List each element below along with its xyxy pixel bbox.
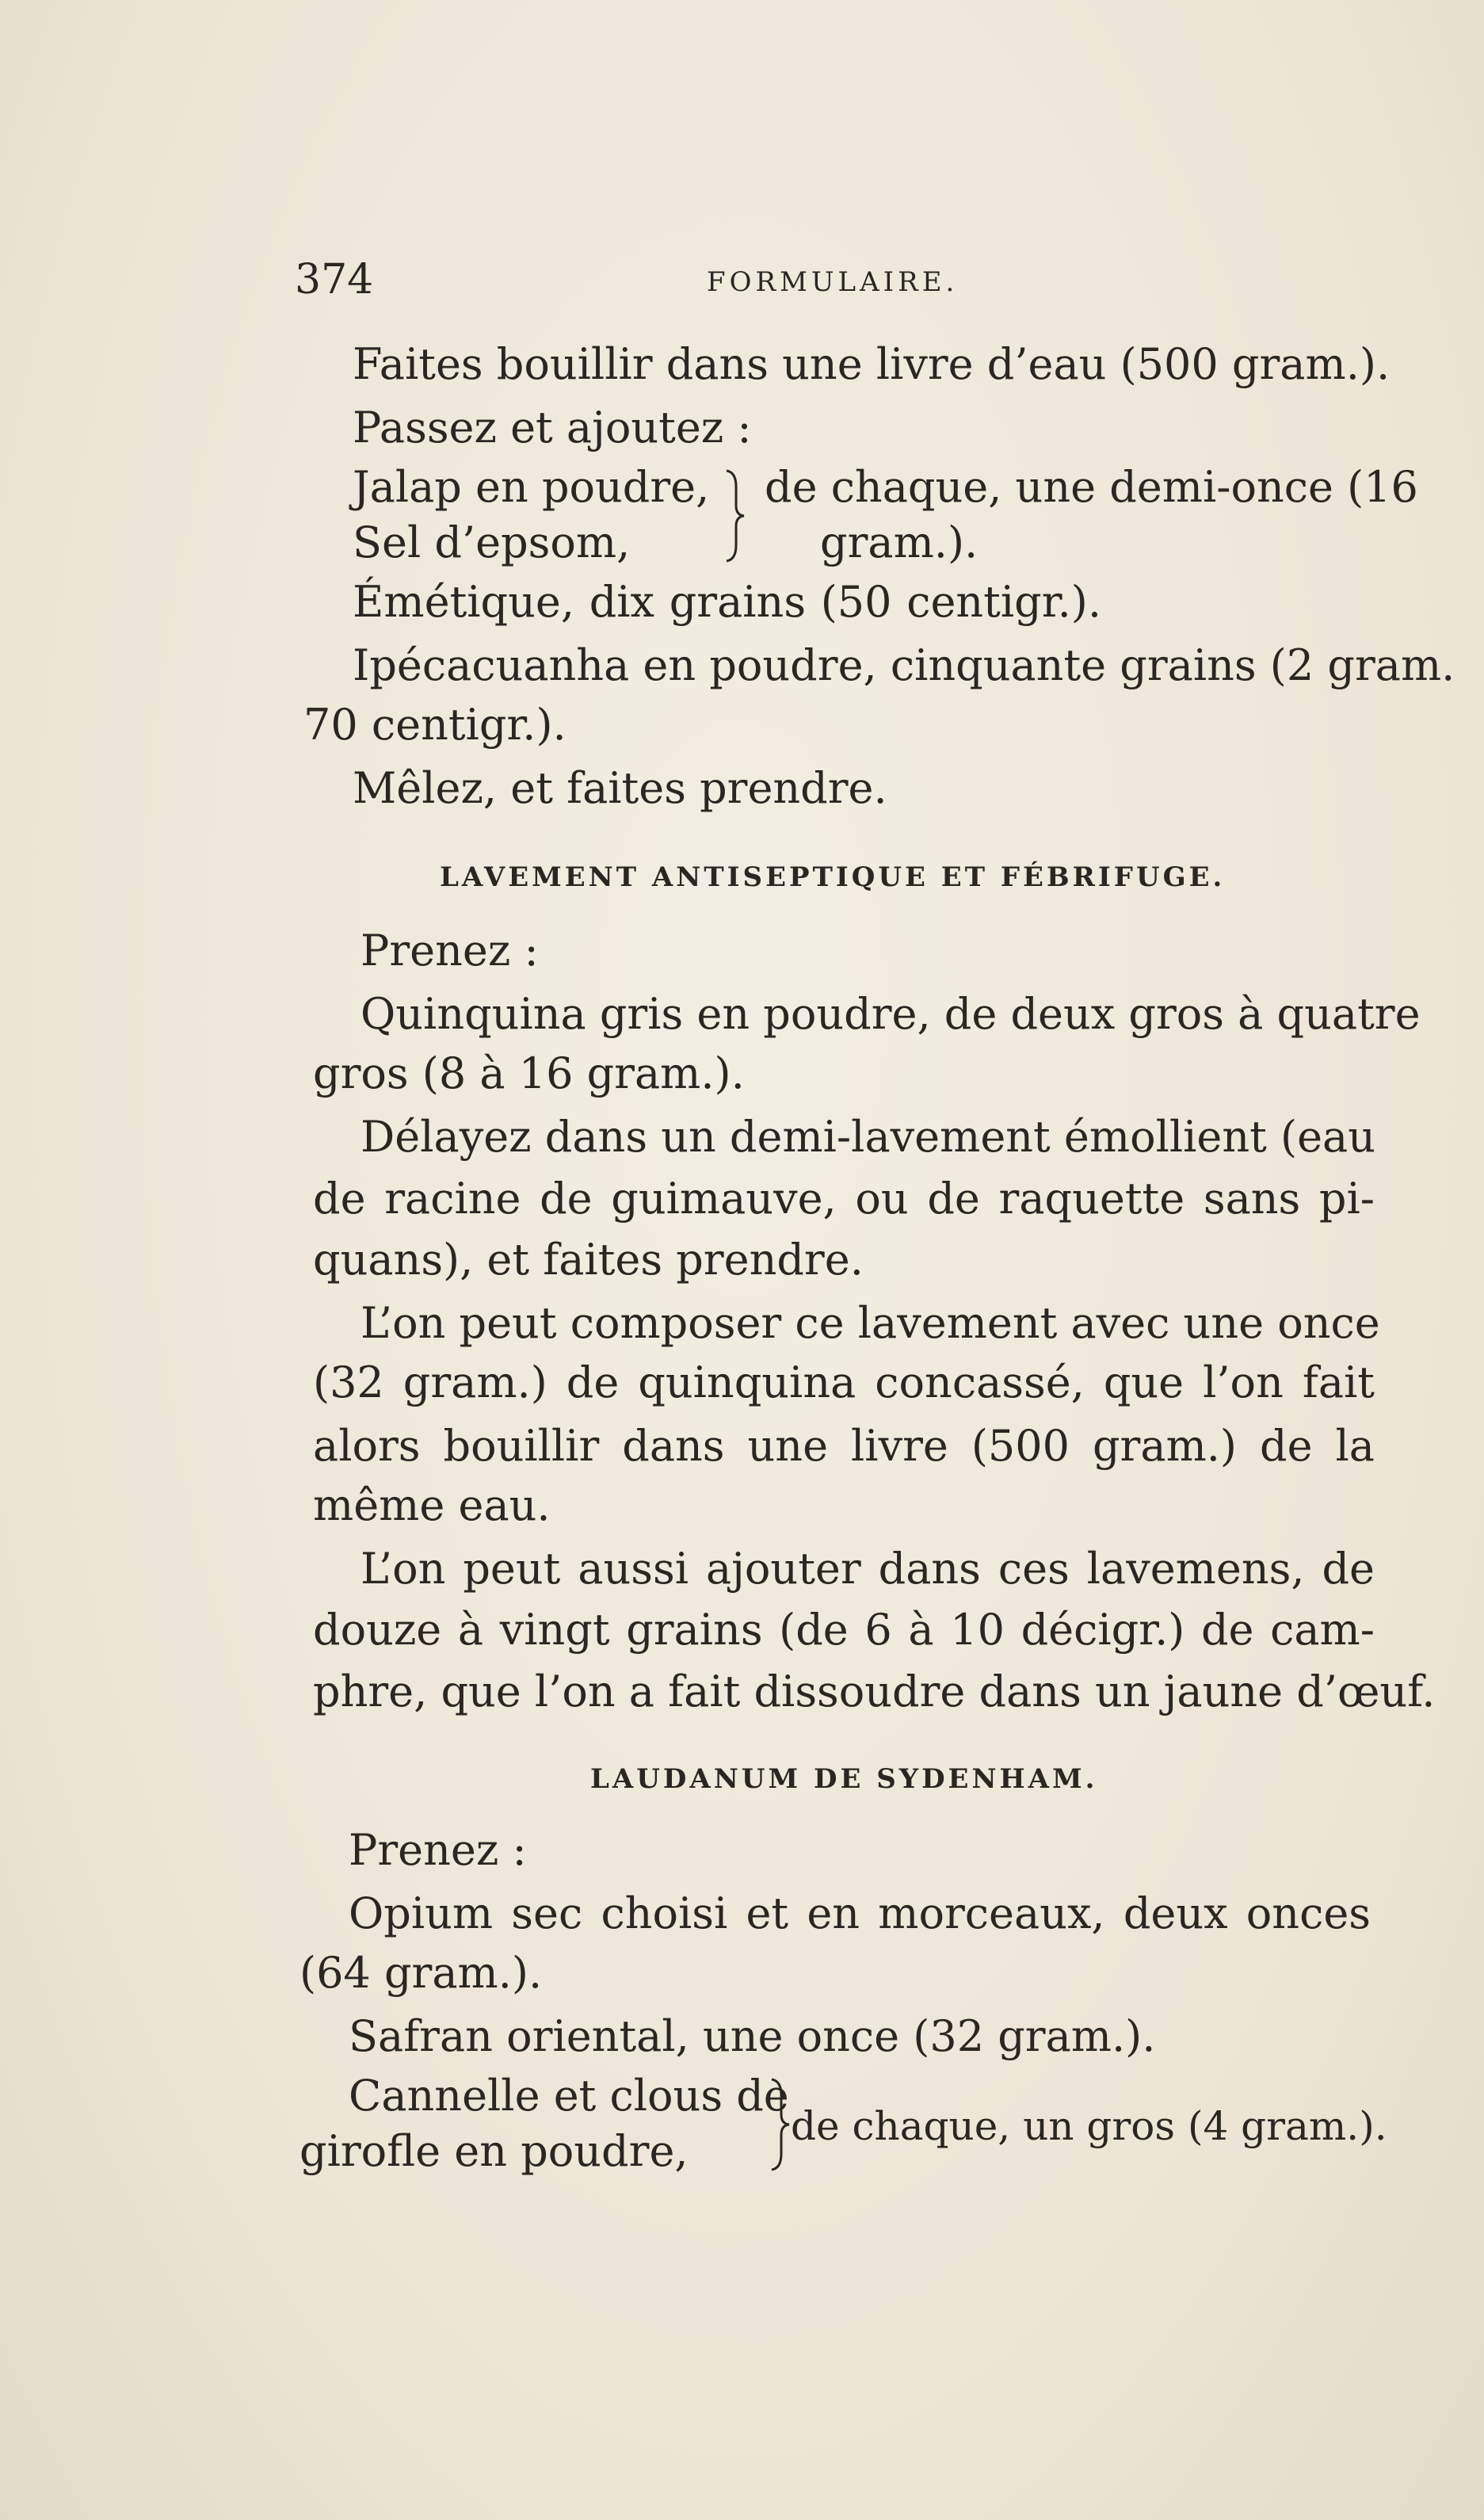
text-line: même eau. <box>313 1480 551 1530</box>
running-head: FORMULAIRE. <box>707 266 959 298</box>
text-line: Ipécacuanha en poudre, cinquante grains (2 gram. <box>353 640 1455 690</box>
section-heading: LAVEMENT ANTISEPTIQUE ET FÉBRIFUGE. <box>440 861 1226 893</box>
text-line: de racine de guimauve, ou de raquette sans pi- <box>313 1174 1375 1224</box>
text-line: 70 centigr.). <box>303 700 567 750</box>
brace-item: Sel d’epsom, <box>353 517 631 567</box>
text-line: Délayez dans un demi-lavement émollient (eau <box>361 1112 1375 1162</box>
text-line: phre, que l’on a fait dissoudre dans un jaune d’œuf. <box>313 1667 1436 1716</box>
text-line: Opium sec choisi et en morceaux, deux onces <box>349 1888 1371 1938</box>
ingredient-brace-group <box>353 460 1418 571</box>
text-line: Faites bouillir dans une livre d’eau (500 gram.). <box>353 339 1391 389</box>
text-line: gros (8 à 16 gram.). <box>313 1048 745 1098</box>
page-number: 374 <box>295 256 374 304</box>
brace-item: girofle en poudre, <box>299 2126 689 2176</box>
right-brace-icon <box>769 2078 792 2171</box>
brace-item-list <box>353 460 765 571</box>
page-header <box>295 252 1372 307</box>
text-line: (32 gram.) de quinquina concassé, que l’on fait <box>313 1357 1375 1407</box>
text-line: Mêlez, et faites prendre. <box>353 763 887 813</box>
brace-item: Jalap en poudre, <box>353 462 710 512</box>
right-brace-icon <box>723 469 747 563</box>
text-line: L’on peut aussi ajouter dans ces lavemens, de <box>361 1544 1375 1594</box>
text-line: Prenez : <box>349 1825 527 1875</box>
text-line: douze à vingt grains (de 6 à 10 décigr.) de cam- <box>313 1605 1375 1655</box>
ingredient-brace-group <box>299 2068 1387 2179</box>
brace-item: Cannelle et clous de <box>349 2071 789 2121</box>
brace-quantity: de chaque, une demi-once (16 <box>765 462 1418 512</box>
text-line: alors bouillir dans une livre (500 gram.) de la <box>313 1421 1375 1471</box>
text-line: Prenez : <box>361 926 539 976</box>
text-line: quans), et faites prendre. <box>313 1235 864 1285</box>
brace-quantity: de chaque, un gros (4 gram.). <box>791 2103 1387 2149</box>
brace-item-list <box>299 2068 789 2179</box>
text-line: (64 gram.). <box>299 1948 543 1998</box>
section-heading: LAUDANUM DE SYDENHAM. <box>590 1763 1098 1795</box>
text-line: Émétique, dix grains (50 centigr.). <box>353 577 1101 627</box>
brace-quantity-cont: gram.). <box>820 517 979 567</box>
text-line: L’on peut composer ce lavement avec une once <box>361 1298 1380 1348</box>
text-line: Safran oriental, une once (32 gram.). <box>349 2011 1156 2061</box>
text-line: Quinquina gris en poudre, de deux gros à quatre <box>361 989 1421 1039</box>
text-line: Passez et ajoutez : <box>353 403 752 452</box>
